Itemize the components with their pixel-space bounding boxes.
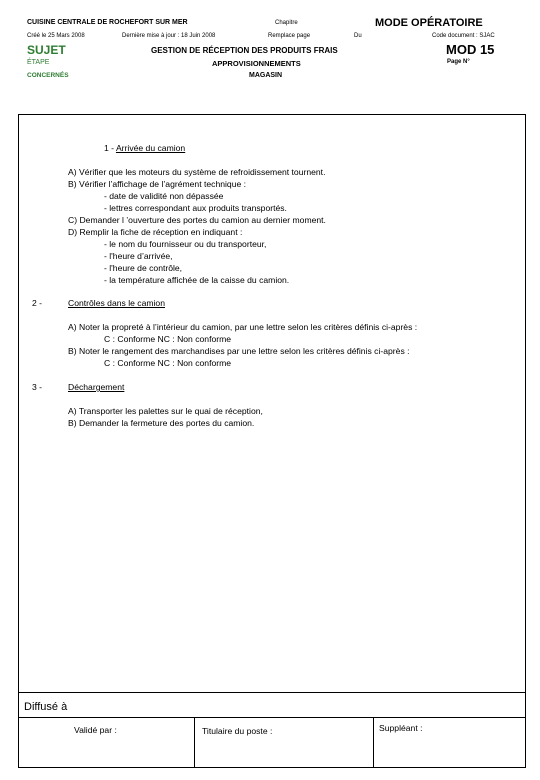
step-1d-item-4: - la température affichée de la caisse du camion.: [104, 275, 290, 285]
chapter-label: Chapitre: [275, 20, 298, 26]
step-1d-item-3: - l'heure de contrôle,: [104, 263, 183, 273]
step-3b: B) Demander la fermeture des portes du camion.: [68, 418, 255, 428]
document-index: Code document : SJAC: [432, 33, 495, 39]
organization-name: CUISINE CENTRALE DE ROCHEFORT SUR MER: [27, 19, 188, 26]
concerned-value: MAGASIN: [249, 72, 283, 79]
section-3-number: 3 -: [32, 382, 43, 392]
section-3-title: Déchargement: [68, 382, 125, 392]
replaces-page-label: Remplace page: [268, 33, 311, 39]
validated-by-label: Validé par :: [74, 725, 117, 735]
step-2b-criteria: C : Conforme NC : Non conforme: [104, 358, 232, 368]
section-2-title: Contrôles dans le camion: [68, 298, 165, 308]
step-value: APPROVISIONNEMENTS: [212, 59, 301, 68]
created-date: Créé le 25 Mars 2008: [27, 33, 85, 39]
step-1d-item-2: - l'heure d’arrivée,: [104, 251, 173, 261]
position-holder-cell[interactable]: [195, 718, 374, 768]
document-type: MODE OPÉRATOIRE: [375, 17, 483, 29]
subject-label: SUJET: [27, 43, 66, 57]
document-code: MOD 15: [446, 42, 495, 57]
distribution-row: [18, 692, 526, 717]
step-1b-item-2: - lettres correspondant aux produits transportés.: [104, 203, 287, 213]
step-1b: B) Vérifier l’affichage de l’agrément technique :: [68, 179, 247, 189]
step-1a: A) Vérifier que les moteurs du système de refroidissement tournent.: [68, 167, 326, 177]
page-number-label: Page N°: [447, 59, 470, 65]
last-update-date: Dernière mise à jour : 18 Juin 2008: [122, 33, 216, 39]
subject-title: GESTION DE RÉCEPTION DES PRODUITS FRAIS: [151, 46, 338, 55]
section-2-number: 2 -: [32, 298, 43, 308]
step-2a: A) Noter la propreté à l’intérieur du camion, par une lettre selon les critères définis ci-après :: [68, 322, 418, 332]
distributed-to-label: Diffusé à: [24, 701, 68, 713]
step-1c: C) Demander l ’ouverture des portes du camion au dernier moment.: [68, 215, 326, 225]
step-2b: B) Noter le rangement des marchandises par une lettre selon les critères définis ci-après :: [68, 346, 410, 356]
section-1-title: 1 - Arrivée du camion: [104, 143, 186, 153]
step-2a-criteria: C : Conforme NC : Non conforme: [104, 334, 232, 344]
step-1d: D) Remplir la fiche de réception en indiquant :: [68, 227, 243, 237]
substitute-cell[interactable]: [374, 718, 526, 768]
from-label: Du: [354, 33, 362, 39]
validated-by-cell[interactable]: [18, 718, 195, 768]
step-1b-item-1: - date de validité non dépassée: [104, 191, 224, 201]
signature-row: [18, 717, 526, 768]
position-holder-label: Titulaire du poste :: [202, 726, 273, 736]
step-1d-item-1: - le nom du fournisseur ou du transporteur,: [104, 239, 267, 249]
concerned-label: CONCERNÉS: [27, 72, 69, 79]
step-label: ÉTAPE: [27, 59, 50, 66]
step-3a: A) Transporter les palettes sur le quai de réception,: [68, 406, 263, 416]
substitute-label: Suppléant :: [379, 723, 423, 733]
